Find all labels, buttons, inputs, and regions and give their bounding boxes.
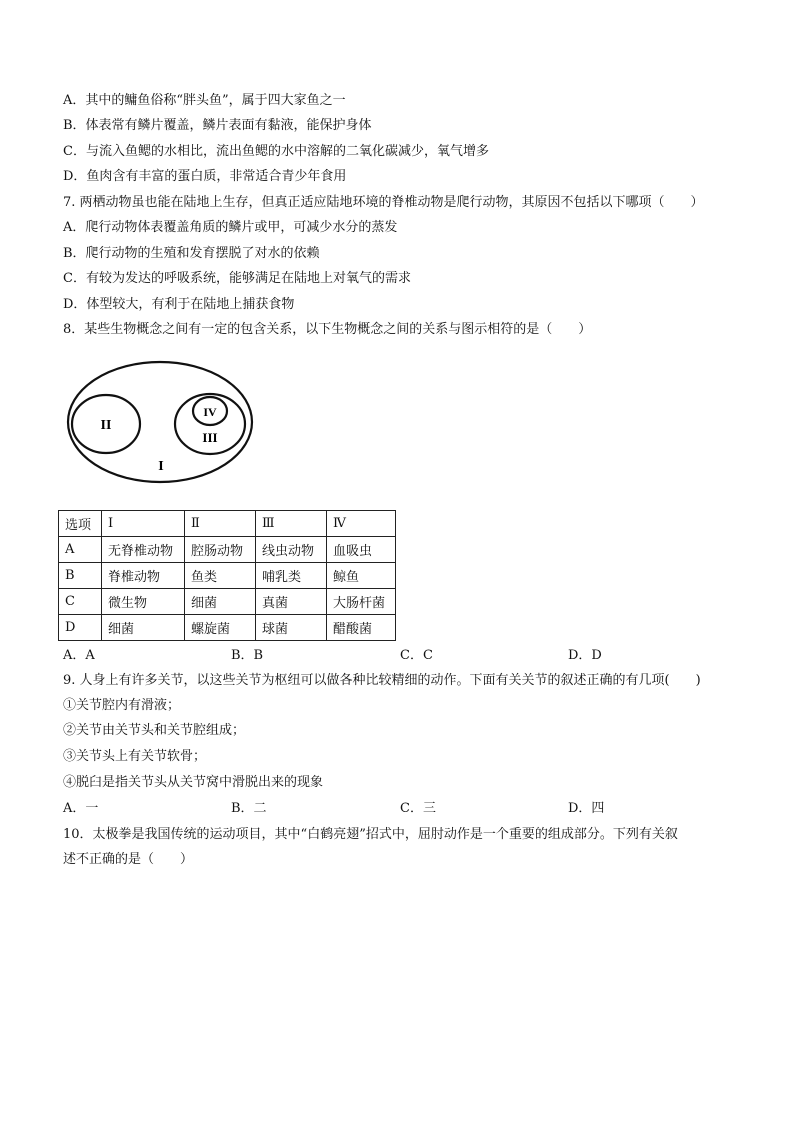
q8-choice-a: A．A (63, 648, 95, 663)
table-row (59, 589, 396, 615)
q6-option-d: D．鱼肉含有丰富的蛋白质，非常适合青少年食用 (63, 169, 347, 184)
table-cell: Ⅰ (102, 511, 185, 537)
table-cell: 脊椎动物 (102, 563, 185, 589)
q8-options-table (58, 510, 396, 641)
table-cell: 鱼类 (185, 563, 256, 589)
table-cell: 细菌 (102, 615, 185, 641)
table-cell: 鲸鱼 (327, 563, 396, 589)
q6-option-b: B．体表常有鳞片覆盖，鳞片表面有黏液，能保护身体 (63, 118, 372, 133)
table-cell: 线虫动物 (256, 537, 327, 563)
table-cell: 细菌 (185, 589, 256, 615)
q9-choice-b: B．二 (231, 801, 267, 816)
table-cell: 醋酸菌 (327, 615, 396, 641)
table-header-row (59, 511, 396, 537)
q9-statement-2: ②关节由关节头和关节腔组成； (63, 723, 246, 738)
q9-statement-4: ④脱臼是指关节头从关节窝中滑脱出来的现象 (63, 775, 324, 790)
label-I: I (158, 459, 164, 474)
q8-choice-c: C．C (400, 648, 433, 663)
table-cell: 微生物 (102, 589, 185, 615)
q10-stem-line2: 述不正确的是（ ） (63, 852, 194, 867)
q8-choices (63, 647, 683, 665)
q9-choices (63, 800, 683, 818)
table-cell: B (59, 563, 102, 589)
concept-venn-diagram (60, 358, 260, 488)
table-cell: 大肠杆菌 (327, 589, 396, 615)
table-cell: 选项 (59, 511, 102, 537)
table-cell: 哺乳类 (256, 563, 327, 589)
table-cell: Ⅳ (327, 511, 396, 537)
q9-choice-d: D．四 (568, 801, 605, 816)
table-row (59, 537, 396, 563)
q10-stem-line1: 10．太极拳是我国传统的运动项目，其中“白鹤亮翅”招式中，屈肘动作是一个重要的组成部分。下列有关叙 (63, 827, 678, 842)
q9-statement-3: ③关节头上有关节软骨； (63, 749, 207, 764)
table-cell: Ⅱ (185, 511, 256, 537)
q8-stem: 8．某些生物概念之间有一定的包含关系，以下生物概念之间的关系与图示相符的是（ ） (63, 322, 592, 337)
table-cell: D (59, 615, 102, 641)
q9-choice-c: C．三 (400, 801, 436, 816)
table-cell: 螺旋菌 (185, 615, 256, 641)
table-cell: 球菌 (256, 615, 327, 641)
table-cell: 腔肠动物 (185, 537, 256, 563)
table-cell: Ⅲ (256, 511, 327, 537)
q7-stem: 7. 两栖动物虽也能在陆地上生存，但真正适应陆地环境的脊椎动物是爬行动物，其原因不包括以下哪项（ ） (63, 195, 704, 210)
label-IV: IV (203, 405, 217, 419)
q9-choice-a: A．一 (63, 801, 99, 816)
q6-option-a: A．其中的鳙鱼俗称“胖头鱼”，属于四大家鱼之一 (63, 93, 346, 108)
table-row (59, 563, 396, 589)
table-cell: C (59, 589, 102, 615)
q6-option-c: C．与流入鱼鳃的水相比，流出鱼鳃的水中溶解的二氧化碳减少，氧气增多 (63, 144, 489, 159)
q7-option-a: A．爬行动物体表覆盖角质的鳞片或甲，可减少水分的蒸发 (63, 220, 398, 235)
q8-choice-b: B．B (231, 648, 264, 663)
q9-statement-1: ①关节腔内有滑液； (63, 698, 181, 713)
label-III: III (202, 430, 218, 445)
q7-option-d: D．体型较大，有利于在陆地上捕获食物 (63, 297, 295, 312)
q8-choice-d: D．D (568, 648, 602, 663)
q9-stem: 9. 人身上有许多关节，以这些关节为枢纽可以做各种比较精细的动作。下面有关关节的叙述正确的有几项( ) (63, 673, 701, 688)
table-row (59, 615, 396, 641)
table-cell: 无脊椎动物 (102, 537, 185, 563)
table-cell: 真菌 (256, 589, 327, 615)
q7-option-b: B．爬行动物的生殖和发育摆脱了对水的依赖 (63, 246, 320, 261)
q7-option-c: C．有较为发达的呼吸系统，能够满足在陆地上对氧气的需求 (63, 271, 411, 286)
table-cell: A (59, 537, 102, 563)
table-cell: 血吸虫 (327, 537, 396, 563)
label-II: II (100, 418, 112, 433)
